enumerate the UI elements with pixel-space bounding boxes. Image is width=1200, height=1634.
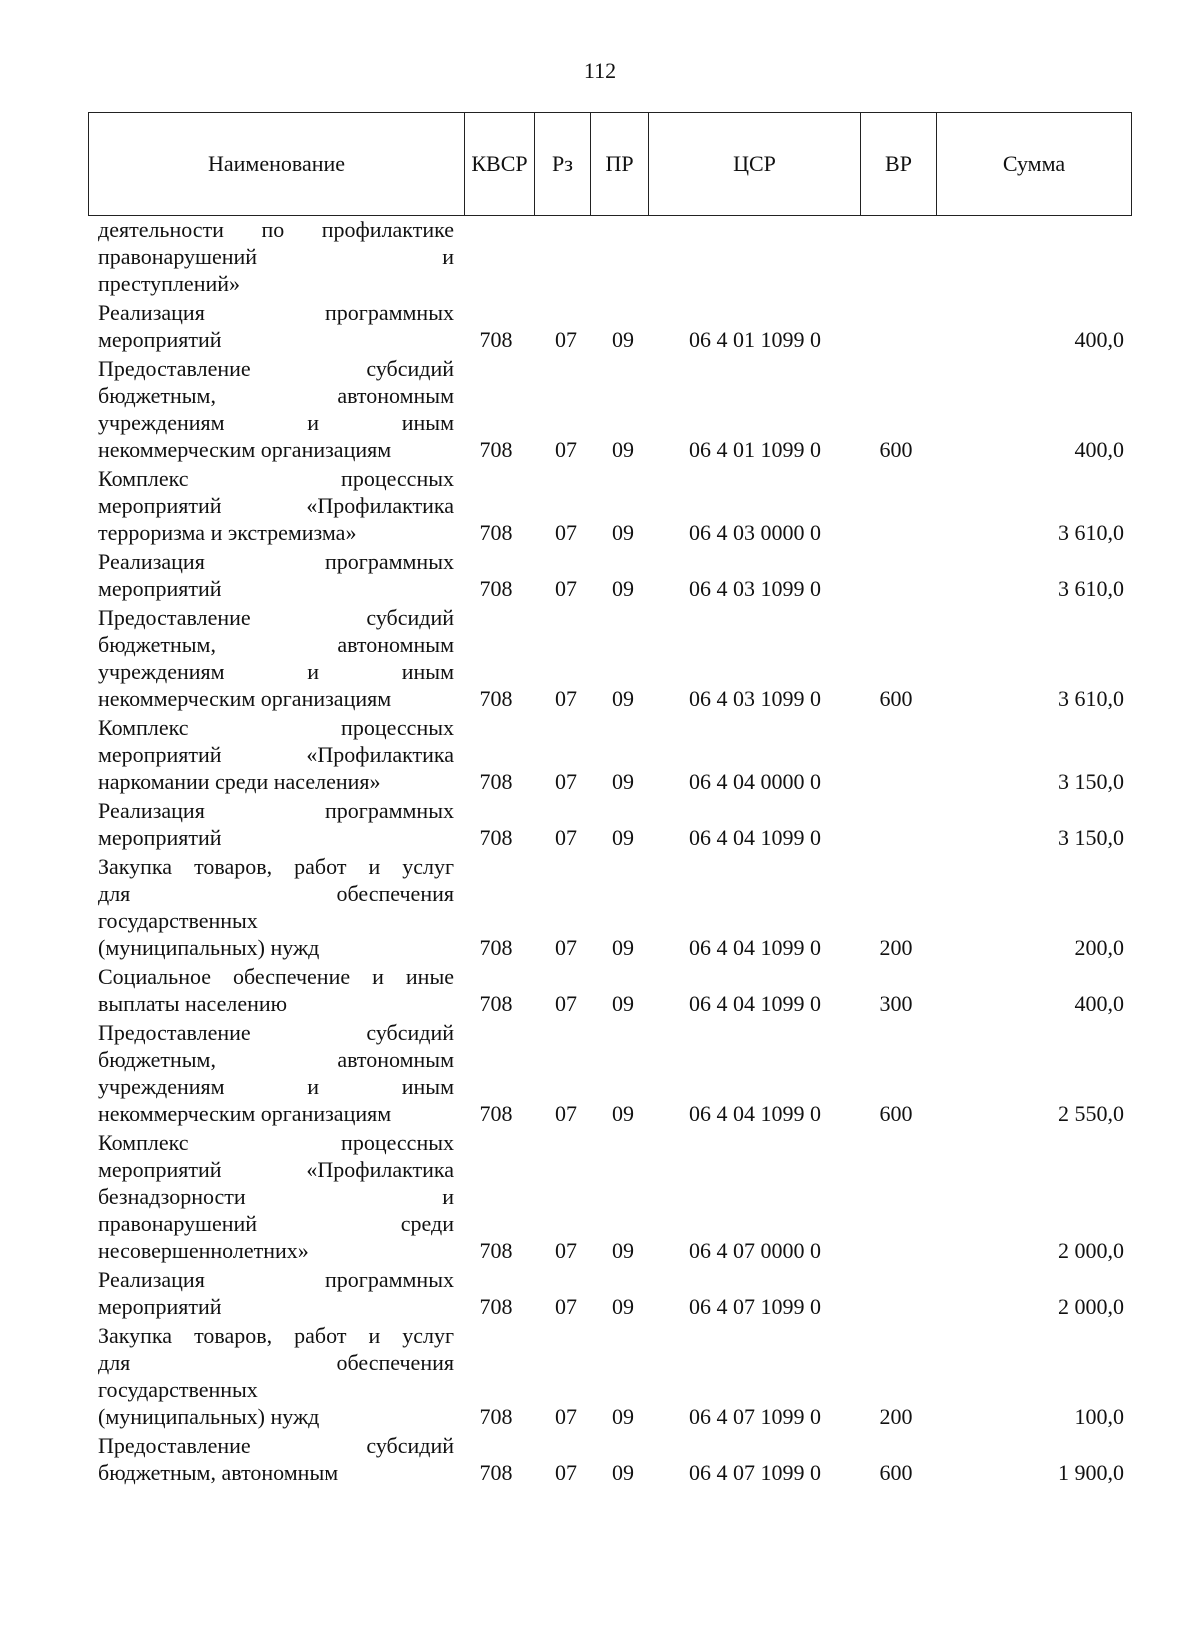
row-rz: 07 [555,935,577,960]
row-sum: 400,0 [1074,437,1124,462]
row-rz: 07 [555,1460,577,1485]
row-kvsr: 708 [479,825,513,850]
row-name [98,963,454,1017]
row-name-line: бюджетным, автономным [98,383,454,408]
row-rz: 07 [555,991,577,1016]
row-vr: 600 [879,1460,913,1485]
row-sum: 1 900,0 [1058,1460,1124,1485]
row-csr: 06 4 04 1099 0 [689,825,821,850]
table-body [98,216,1128,1488]
header-vr: ВР [861,113,937,215]
row-name-line: Реализация программных [98,549,454,574]
row-name-line: (муниципальных) нужд [98,1404,320,1429]
row-name [98,299,454,353]
row-kvsr: 708 [479,576,513,601]
row-rz: 07 [555,576,577,601]
table-row [98,797,1128,851]
row-name-line: Социальное обеспечение и иные [98,964,454,989]
row-name-line: выплаты населению [98,991,288,1016]
row-name-line: некоммерческим организациям [98,1101,392,1126]
row-name-line: (муниципальных) нужд [98,935,320,960]
table-row [98,604,1128,712]
row-sum: 400,0 [1074,327,1124,352]
row-name-line: Закупка товаров, работ и услуг [98,854,454,879]
page-number: 112 [583,58,617,83]
row-name-line: мероприятий [98,576,222,601]
row-rz: 07 [555,1294,577,1319]
row-name-line: Комплекс процессных [98,715,454,740]
row-name [98,853,454,961]
row-name-line: мероприятий «Профилактика [98,742,454,767]
header-rz: Рз [535,113,591,215]
row-rz: 07 [555,769,577,794]
header-csr: ЦСР [649,113,861,215]
row-name-line: Предоставление субсидий [98,356,454,381]
row-pr: 09 [612,1294,634,1319]
row-sum: 2 000,0 [1058,1294,1124,1319]
row-pr: 09 [612,576,634,601]
row-pr: 09 [612,1460,634,1485]
row-sum: 400,0 [1074,991,1124,1016]
table-row [98,1129,1128,1264]
row-pr: 09 [612,686,634,711]
row-csr: 06 4 07 0000 0 [689,1238,821,1263]
table-row [98,963,1128,1017]
row-name [98,1129,454,1264]
row-sum: 3 610,0 [1058,520,1124,545]
row-pr: 09 [612,769,634,794]
row-name-line: Комплекс процессных [98,466,454,491]
row-sum: 200,0 [1074,935,1124,960]
row-name [98,216,454,297]
row-csr: 06 4 07 1099 0 [689,1294,821,1319]
row-csr: 06 4 07 1099 0 [689,1404,821,1429]
row-csr: 06 4 04 1099 0 [689,991,821,1016]
row-kvsr: 708 [479,327,513,352]
row-name [98,465,454,546]
row-rz: 07 [555,1404,577,1429]
row-name [98,1266,454,1320]
row-kvsr: 708 [479,1460,513,1485]
row-rz: 07 [555,520,577,545]
header-name: Наименование [89,113,465,215]
row-sum: 2 000,0 [1058,1238,1124,1263]
table-row [98,465,1128,546]
table-row [98,1019,1128,1127]
row-sum: 3 150,0 [1058,825,1124,850]
row-pr: 09 [612,437,634,462]
row-sum: 100,0 [1074,1404,1124,1429]
row-csr: 06 4 01 1099 0 [689,327,821,352]
row-sum: 3 610,0 [1058,686,1124,711]
row-vr: 600 [879,437,913,462]
row-sum: 3 610,0 [1058,576,1124,601]
row-name-line: терроризма и экстремизма» [98,520,357,545]
row-name [98,714,454,795]
row-name [98,1322,454,1430]
row-name [98,548,454,602]
row-csr: 06 4 03 1099 0 [689,576,821,601]
row-name-line: правонарушений и [98,244,454,269]
row-csr: 06 4 03 0000 0 [689,520,821,545]
row-name-line: некоммерческим организациям [98,437,392,462]
row-name-line: наркомании среди населения» [98,769,381,794]
header-kvsr: КВСР [465,113,535,215]
table-row [98,853,1128,961]
row-vr: 600 [879,686,913,711]
row-name-line: некоммерческим организациям [98,686,392,711]
table-row [98,299,1128,353]
row-kvsr: 708 [479,935,513,960]
row-name-line: мероприятий «Профилактика [98,493,454,518]
row-name [98,1019,454,1127]
row-name-line: мероприятий [98,825,222,850]
row-name-line: учреждениям и иным [98,659,454,684]
row-vr: 300 [879,991,913,1016]
row-name-line: мероприятий «Профилактика [98,1157,454,1182]
row-name-line: несовершеннолетних» [98,1238,309,1263]
row-name-line: Предоставление субсидий [98,605,454,630]
table-header [88,112,1132,216]
row-kvsr: 708 [479,686,513,711]
table-row [98,1432,1128,1486]
row-rz: 07 [555,686,577,711]
row-csr: 06 4 04 0000 0 [689,769,821,794]
row-name-line: бюджетным, автономным [98,632,454,657]
table-row [98,216,1128,297]
row-name [98,1432,454,1486]
row-name-line: Закупка товаров, работ и услуг [98,1323,454,1348]
row-name-line: для обеспечения [98,1350,454,1375]
row-pr: 09 [612,327,634,352]
row-kvsr: 708 [479,520,513,545]
row-name-line: правонарушений среди [98,1211,454,1236]
row-kvsr: 708 [479,1101,513,1126]
row-name-line: Предоставление субсидий [98,1020,454,1045]
row-vr: 200 [879,1404,913,1429]
table-row [98,1266,1128,1320]
row-name-line: мероприятий [98,327,222,352]
row-rz: 07 [555,327,577,352]
row-name-line: для обеспечения [98,881,454,906]
table-row [98,548,1128,602]
row-kvsr: 708 [479,1294,513,1319]
row-csr: 06 4 04 1099 0 [689,1101,821,1126]
row-vr: 200 [879,935,913,960]
row-name-line: государственных [98,908,258,933]
header-pr: ПР [591,113,649,215]
row-name [98,355,454,463]
row-kvsr: 708 [479,1238,513,1263]
row-rz: 07 [555,1101,577,1126]
row-name-line: Реализация программных [98,1267,454,1292]
row-vr: 600 [879,1101,913,1126]
row-pr: 09 [612,935,634,960]
row-name-line: безнадзорности и [98,1184,454,1209]
row-kvsr: 708 [479,437,513,462]
header-sum: Сумма [1002,151,1066,176]
table-row [98,714,1128,795]
row-name-line: государственных [98,1377,258,1402]
row-sum: 3 150,0 [1058,769,1124,794]
row-name-line: деятельности по профилактике [98,217,454,242]
row-kvsr: 708 [479,1404,513,1429]
row-sum: 2 550,0 [1058,1101,1124,1126]
row-name-line: мероприятий [98,1294,222,1319]
row-name-line: Реализация программных [98,300,454,325]
row-name-line: бюджетным, автономным [98,1460,339,1485]
row-name-line: бюджетным, автономным [98,1047,454,1072]
row-csr: 06 4 03 1099 0 [689,686,821,711]
row-name-line: Предоставление субсидий [98,1433,454,1458]
row-csr: 06 4 04 1099 0 [689,935,821,960]
row-name-line: учреждениям и иным [98,410,454,435]
row-rz: 07 [555,437,577,462]
row-name [98,604,454,712]
table-row [98,355,1128,463]
row-csr: 06 4 07 1099 0 [689,1460,821,1485]
row-pr: 09 [612,991,634,1016]
row-name-line: Комплекс процессных [98,1130,454,1155]
row-pr: 09 [612,1101,634,1126]
row-pr: 09 [612,1404,634,1429]
table-row [98,1322,1128,1430]
row-name [98,797,454,851]
row-name-line: преступлений» [98,271,241,296]
row-rz: 07 [555,825,577,850]
row-kvsr: 708 [479,769,513,794]
row-pr: 09 [612,520,634,545]
row-rz: 07 [555,1238,577,1263]
row-name-line: Реализация программных [98,798,454,823]
row-pr: 09 [612,825,634,850]
row-pr: 09 [612,1238,634,1263]
row-name-line: учреждениям и иным [98,1074,454,1099]
row-kvsr: 708 [479,991,513,1016]
row-csr: 06 4 01 1099 0 [689,437,821,462]
